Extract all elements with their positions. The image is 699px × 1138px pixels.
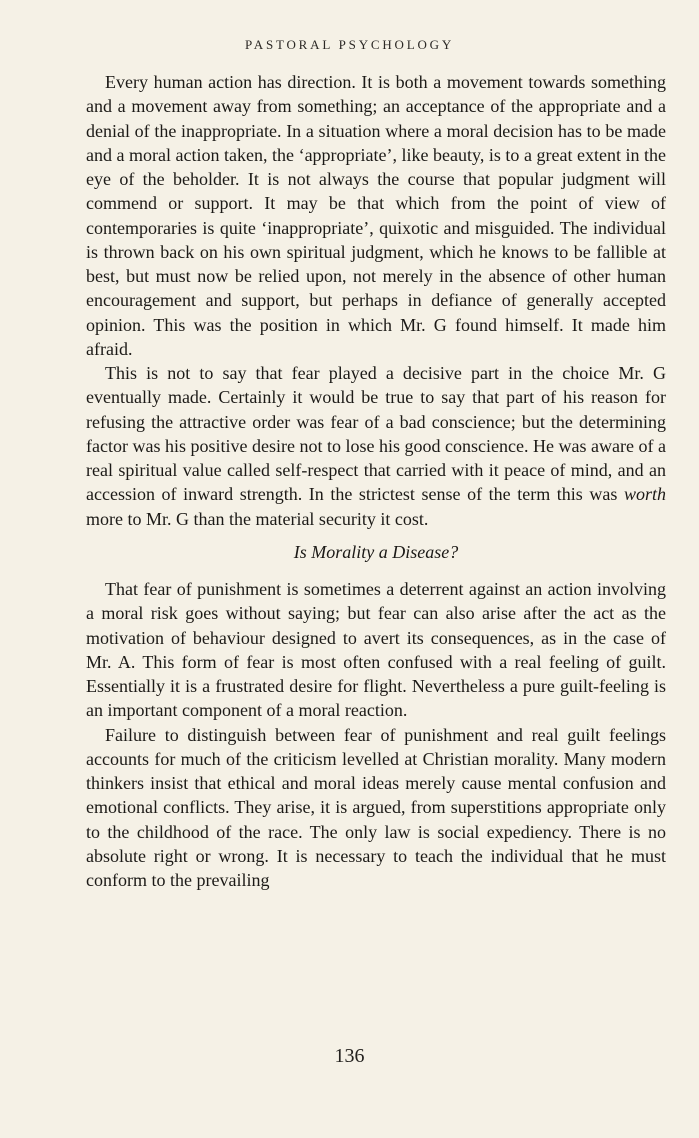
section-heading: Is Morality a Disease?: [293, 541, 459, 562]
running-head: PASTORAL PSYCHOLOGY: [244, 37, 455, 52]
page-number: 136: [334, 1045, 365, 1067]
paragraph-2-text-end: more to Mr. G than the material security it cost.: [86, 508, 429, 529]
paragraph-4: Failure to distinguish between fear of punishment and real guilt feelings accounts for much of the criticism levelled at Christian morality. Many modern thinkers insist that ethical and moral ideas merely cause mental confusion and emotional conflicts. They arise, it is argued, from superstitions appropriate only to the childhood of the race. The only law is social expediency. There is no absolute right or wrong. It is necessary to teach the individual that he must conform to the prevailing: [86, 724, 666, 890]
paragraph-1: Every human action has direction. It is both a movement towards something and a movement away from something; an acceptance of the appropriate and a denial of the inappropriate. In a situation where a moral decision has to be made and a moral action taken, the ‘appropriate’, like beauty, is to a great extent in the eye of the beholder. It is not always the course that popular judgment will commend or support. It may be that which from the point of view of contemporaries is quite ‘inappropriate’, quixotic and misguided. The individual is thrown back on his own spiritual judgment, which he knows to be fallible at best, but must now be relied upon, not merely in the absence of other human encouragement and support, but perhaps in defiance of generally accepted opinion. This was the position in which Mr. G found himself. It made him afraid.: [86, 72, 666, 359]
paragraph-2: [86, 361, 666, 531]
paragraph-2-text-start: This is not to say that fear played a decisive part in the choice Mr. G eventually made. Certainly it would be true to say that part of his reason for refusing the attractive order was fear of a bad conscience; but the determining factor was his positive desire not to lose his good conscience. He was aware of a real spiritual value called self-respect that carried with it peace of mind, and an accession of inward strength. In the strictest sense of the term this was: [86, 363, 666, 505]
paragraph-3: That fear of punishment is sometimes a deterrent against an action involving a moral risk goes without saying; but fear can also arise after the act as the motivation of behaviour designed to avert its consequences, as in the case of Mr. A. This form of fear is most often confused with a real feeling of guilt. Essentially it is a frustrated desire for flight. Nevertheless a pure guilt-feeling is an important component of a moral reaction.: [86, 579, 666, 721]
paragraph-2-emphasis: worth: [623, 484, 666, 505]
body-text: [86, 70, 666, 892]
